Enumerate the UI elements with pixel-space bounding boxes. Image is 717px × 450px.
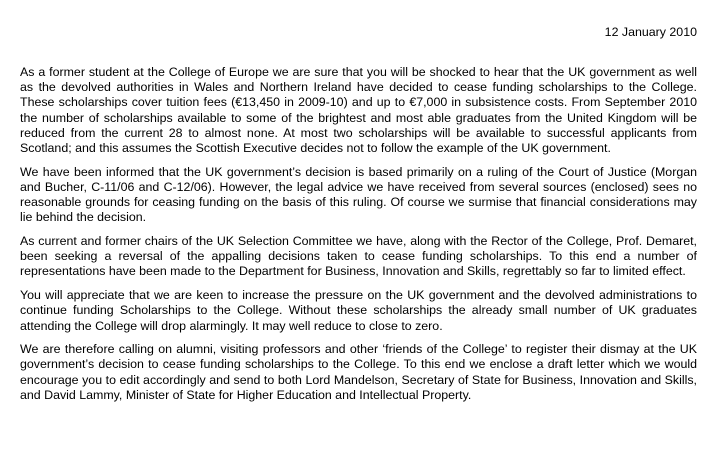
letter-body xyxy=(20,0,697,412)
paragraph-court-ruling: We have been informed that the UK government’s decision is based primarily on a ruling of the Court of Justice (Morgan and Bucher, C-11/06 and C-12/06). However, the legal advice we have received from several sources (enclosed) sees no reasonable grounds for ceasing funding on the basis of this ruling. Of course we surmise that financial considerations may lie behind the decision. xyxy=(20,164,697,225)
paragraph-increase-pressure: You will appreciate that we are keen to increase the pressure on the UK government and the devolved administrations to continue funding Scholarships to the College. Without these scholarships the already small number of UK graduates attending the College will drop alarmingly. It may well reduce to close to zero. xyxy=(20,288,697,333)
paragraph-selection-committee: As current and former chairs of the UK Selection Committee we have, along with the Rector of the College, Prof. Demaret, been seeking a reversal of the appalling decisions taken to cease funding scholarships. To this end a number of representations have been made to the Department for Business, Innovation and Skills, regrettably so far to limited effect. xyxy=(20,234,697,279)
paragraph-funding-cut: As a former student at the College of Europe we are sure that you will be shocked to hear that the UK government as well as the devolved authorities in Wales and Northern Ireland have decided to cease funding scholarships to the College. These scholarships cover tuition fees (€13,450 in 2009-10) and up to €7,000 in subsistence costs. From September 2010 the number of scholarships available to some of the brightest and most able graduates from the United Kingdom will be reduced from the current 28 to almost none. At most two scholarships will be available to successful applicants from Scotland; and this assumes the Scottish Executive decides not to follow the example of the UK government. xyxy=(20,65,697,156)
letter-date: 12 January 2010 xyxy=(604,25,697,39)
paragraph-call-to-alumni: We are therefore calling on alumni, visiting professors and other ‘friends of the College’ to register their dismay at the UK government’s decision to cease funding scholarships to the College. To this end we enclose a draft letter which we would encourage you to edit accordingly and send to both Lord Mandelson, Secretary of State for Business, Innovation and Skills, and David Lammy, Minister of State for Higher Education and Intellectual Property. xyxy=(20,342,697,402)
